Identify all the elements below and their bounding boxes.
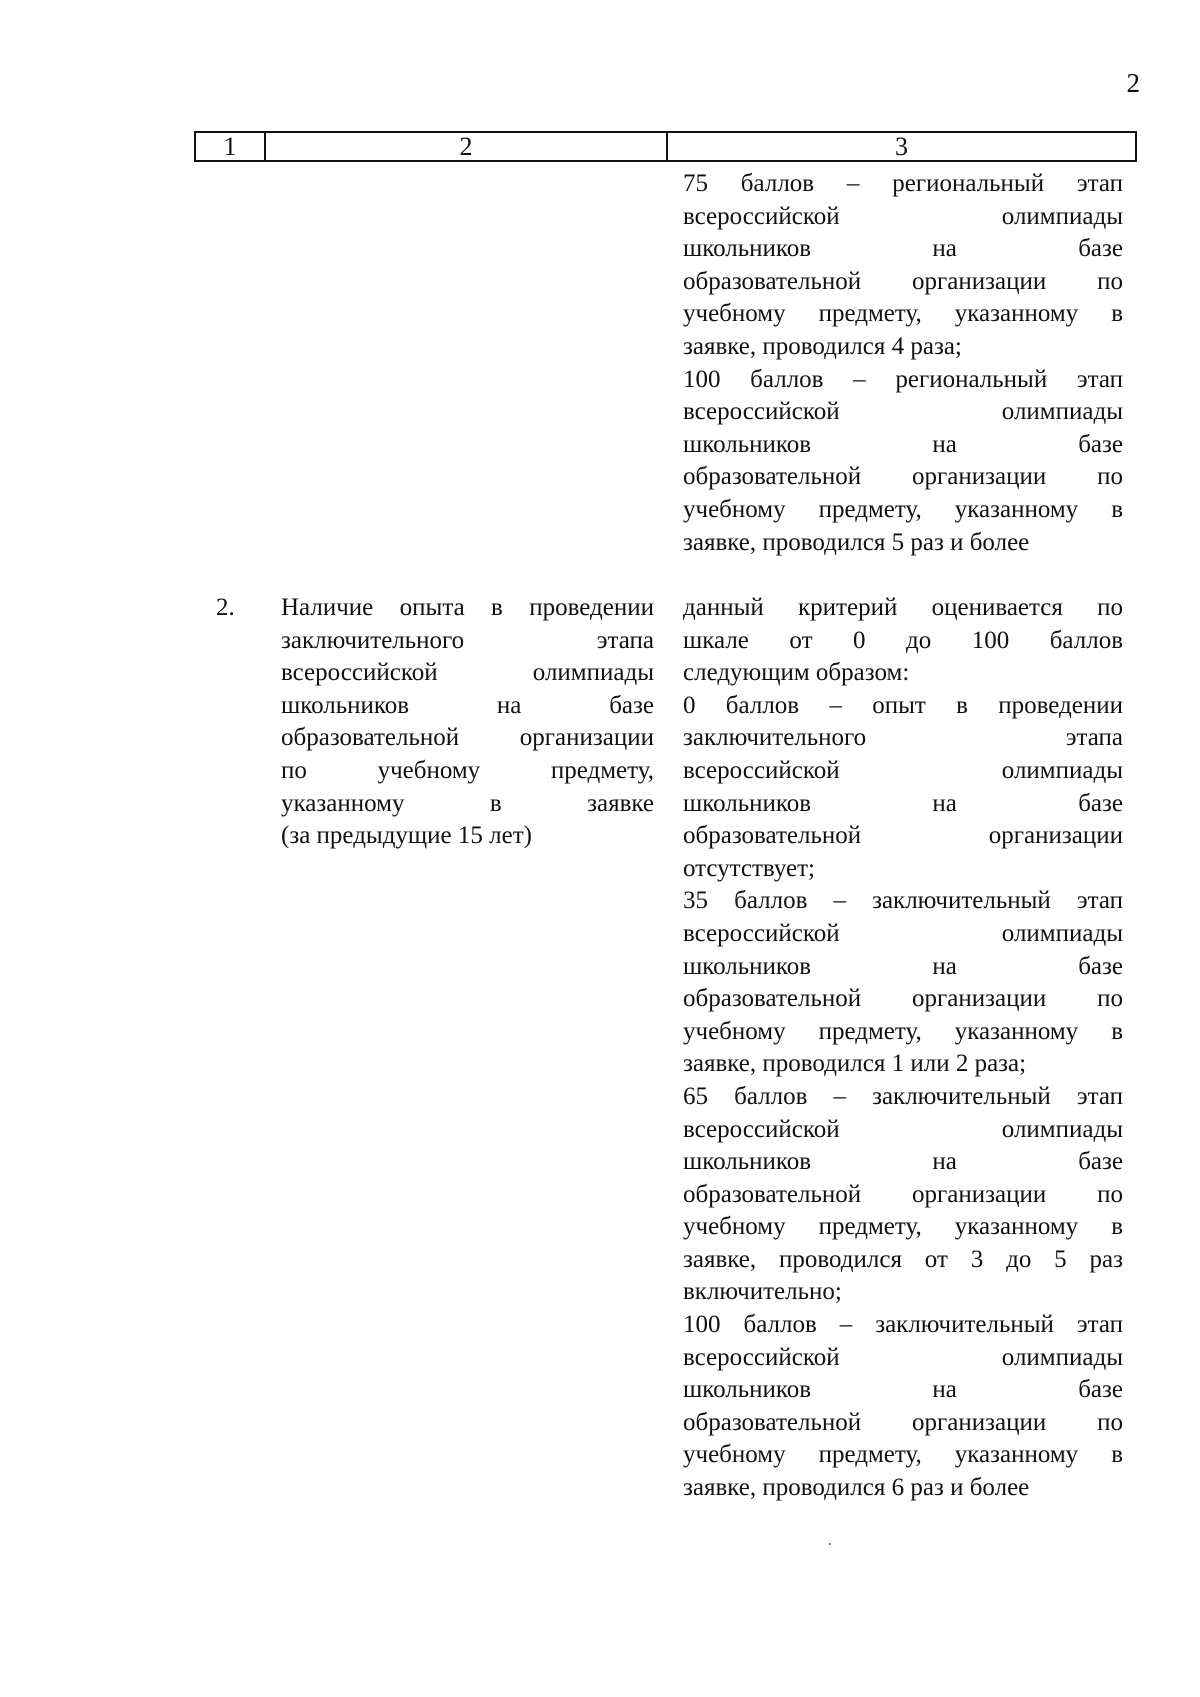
text-line: 65 баллов – заключительный этап [683,1082,1123,1110]
text-line: всероссийской олимпиады [683,919,1123,947]
row-number: 2. [216,594,235,621]
text-line: всероссийской олимпиады [683,398,1123,426]
text-line: по учебному предмету, [281,756,654,784]
text-line: заключительного этапа [281,626,654,654]
text-line: отсутствует; [683,854,816,882]
column-header-2: 2 [266,133,668,160]
text-line: учебному предмету, указанному в [683,1441,1123,1469]
text-line: учебному предмету, указанному в [683,1017,1123,1045]
text-line: школьников на базе [683,1376,1123,1404]
column-header-row [194,131,1137,162]
text-line: школьников на базе [683,1148,1123,1176]
text-line: образовательной организации по [683,267,1123,295]
text-line: образовательной организации по [683,1408,1123,1436]
text-line: всероссийской олимпиады [683,202,1123,230]
text-line: шкале от 0 до 100 баллов [683,626,1123,654]
criterion-text [281,592,654,853]
text-line: 0 баллов – опыт в проведении [683,691,1123,719]
text-line: учебному предмету, указанному в [683,300,1123,328]
text-line: 75 баллов – региональный этап [683,170,1123,197]
text-line: данный критерий оценивается по [683,594,1123,621]
text-line: заявке, проводился 4 раза; [683,332,962,360]
text-line: образовательной организации [281,724,654,752]
text-line: заявке, проводился 5 раз и более [683,528,1030,556]
text-line: образовательной организации по [683,463,1123,491]
text-line: школьников на базе [281,691,654,719]
text-line: учебному предмету, указанному в [683,495,1123,523]
text-line: включительно; [683,1278,842,1306]
text-line: всероссийской олимпиады [281,659,654,687]
text-line: заявке, проводился 6 раз и более [683,1474,1030,1502]
text-line: всероссийской олимпиады [683,756,1123,784]
column-header-1: 1 [196,133,266,160]
text-line: заявке, проводился от 3 до 5 раз [683,1245,1123,1273]
text-line: указанному в заявке [281,789,654,817]
continued-scoring-text [683,168,1123,559]
text-line: заключительного этапа [683,724,1123,752]
text-line: 35 баллов – заключительный этап [683,887,1123,915]
text-line: всероссийской олимпиады [683,1343,1123,1371]
text-line: Наличие опыта в проведении [281,594,654,621]
text-line: школьников на базе [683,789,1123,817]
text-line: школьников на базе [683,430,1123,458]
text-line: школьников на базе [683,235,1123,263]
text-line: 100 баллов – региональный этап [683,365,1123,393]
column-header-3: 3 [895,132,908,161]
page-number: 2 [1126,68,1140,98]
text-line: учебному предмету, указанному в [683,1213,1123,1241]
text-line: всероссийской олимпиады [683,1115,1123,1143]
text-line: образовательной организации [683,822,1123,850]
scoring-text [683,592,1123,1505]
text-line: образовательной организации по [683,1180,1123,1208]
text-line: (за предыдущие 15 лет) [281,822,532,850]
text-line: следующим образом: [683,659,910,687]
text-line: школьников на базе [683,952,1123,980]
text-line: 100 баллов – заключительный этап [683,1311,1123,1339]
text-line: образовательной организации по [683,985,1123,1013]
scan-speck [829,1543,831,1545]
text-line: заявке, проводился 1 или 2 раза; [683,1050,1027,1078]
